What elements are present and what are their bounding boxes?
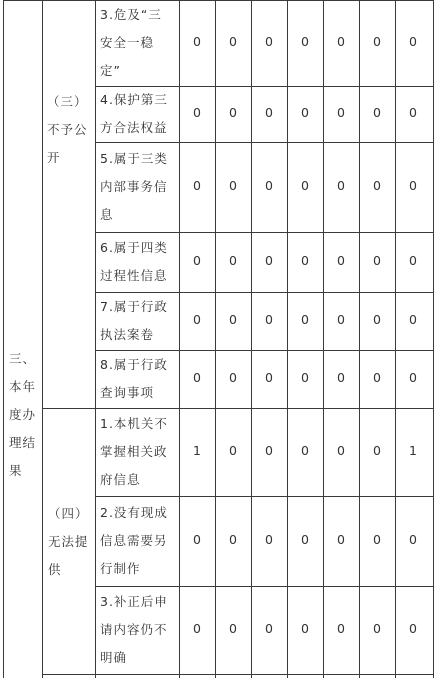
grid-line-horizontal [95,496,433,497]
count-cell: 0 [337,443,345,458]
count-cell: 0 [337,532,345,547]
item-label: 7.属于行政 [100,299,168,314]
item-label: 过程性信息 [100,268,168,283]
count-cell: 0 [265,178,273,193]
count-cell: 0 [301,105,309,120]
count-cell: 0 [229,34,237,49]
grid-line-horizontal [42,674,95,675]
count-cell: 0 [193,312,201,327]
item-label: 府信息 [100,472,141,487]
grid-line-horizontal [42,0,95,1]
count-cell: 0 [229,532,237,547]
count-cell: 0 [337,105,345,120]
count-cell: 0 [265,34,273,49]
grid-line-horizontal [95,142,433,143]
item-label: 请内容仍不 [100,622,168,637]
count-cell: 0 [373,370,381,385]
grid-line-vertical [251,0,252,678]
count-cell: 0 [301,532,309,547]
grid-line-vertical [287,0,288,678]
count-cell: 0 [409,34,417,49]
grid-line-horizontal [95,232,433,233]
section-label: 果 [9,463,23,478]
count-cell: 1 [409,443,417,458]
count-cell: 0 [229,178,237,193]
count-cell: 0 [229,621,237,636]
section-label: 三、 [9,351,37,366]
group-label: 无法提 [48,534,89,549]
group-label: 供 [48,562,62,577]
count-cell: 0 [337,370,345,385]
count-cell: 0 [265,370,273,385]
item-label: 执法案卷 [100,327,155,342]
item-label: 2.没有现成 [100,505,168,520]
count-cell: 0 [301,443,309,458]
grid-line-vertical [359,0,360,678]
group-label: 不予公 [47,122,88,137]
count-cell: 0 [265,621,273,636]
count-cell: 0 [193,178,201,193]
grid-line-horizontal [3,0,42,1]
grid-line-vertical [42,0,43,678]
count-cell: 0 [193,34,201,49]
count-cell: 0 [409,178,417,193]
count-cell: 0 [373,312,381,327]
count-cell: 0 [193,370,201,385]
grid-line-horizontal [95,408,433,409]
item-label: 定” [100,63,121,78]
count-cell: 0 [373,34,381,49]
count-cell: 0 [265,312,273,327]
item-label: 1.本机关不 [100,416,168,431]
grid-line-horizontal [95,586,433,587]
count-cell: 0 [409,253,417,268]
count-cell: 0 [265,532,273,547]
item-label: 内部事务信 [100,179,168,194]
item-label: 4.保护第三 [100,92,168,107]
item-label: 掌握相关政 [100,444,168,459]
count-cell: 0 [373,443,381,458]
count-cell: 0 [301,178,309,193]
item-label: 息 [100,207,114,222]
count-cell: 0 [373,532,381,547]
count-cell: 0 [409,621,417,636]
item-label: 安全一稳 [100,35,155,50]
grid-line-vertical [3,0,4,678]
count-cell: 0 [301,370,309,385]
grid-line-vertical [95,0,96,678]
count-cell: 0 [301,253,309,268]
count-cell: 0 [373,105,381,120]
count-cell: 0 [193,105,201,120]
grid-line-vertical [215,0,216,678]
grid-line-vertical [395,0,396,678]
count-cell: 0 [337,253,345,268]
count-cell: 0 [409,312,417,327]
item-label: 行制作 [100,561,141,576]
count-cell: 0 [337,178,345,193]
grid-line-horizontal [42,408,95,409]
count-cell: 0 [337,621,345,636]
item-label: 信息需要另 [100,533,168,548]
item-label: 5.属于三类 [100,151,168,166]
section-label: 度办 [9,407,37,422]
count-cell: 0 [409,532,417,547]
item-label: 查询事项 [100,385,155,400]
count-cell: 0 [373,178,381,193]
count-cell: 0 [265,105,273,120]
count-cell: 1 [193,443,201,458]
item-label: 6.属于四类 [100,240,168,255]
count-cell: 0 [265,253,273,268]
count-cell: 0 [193,621,201,636]
count-cell: 0 [409,370,417,385]
count-cell: 0 [229,370,237,385]
item-label: 3.补正后申 [100,594,168,609]
grid-line-vertical [323,0,324,678]
grid-line-horizontal [95,674,433,675]
count-cell: 0 [301,312,309,327]
grid-line-vertical [179,0,180,678]
count-cell: 0 [409,105,417,120]
count-cell: 0 [193,532,201,547]
section-label: 本年 [9,379,37,394]
count-cell: 0 [301,34,309,49]
count-cell: 0 [373,621,381,636]
count-cell: 0 [193,253,201,268]
count-cell: 0 [229,443,237,458]
count-cell: 0 [229,312,237,327]
count-cell: 0 [229,253,237,268]
group-label: 开 [47,150,61,165]
section-label: 理结 [9,435,37,450]
count-cell: 0 [373,253,381,268]
item-label: 8.属于行政 [100,357,168,372]
count-cell: 0 [301,621,309,636]
item-label: 3.危及“三 [100,7,162,22]
group-label: （三） [47,94,88,109]
item-label: 明确 [100,650,128,665]
count-cell: 0 [337,34,345,49]
item-label: 方合法权益 [100,120,168,135]
group-label: （四） [48,506,89,521]
count-cell: 0 [265,443,273,458]
count-cell: 0 [337,312,345,327]
grid-line-vertical [433,0,434,678]
count-cell: 0 [229,105,237,120]
